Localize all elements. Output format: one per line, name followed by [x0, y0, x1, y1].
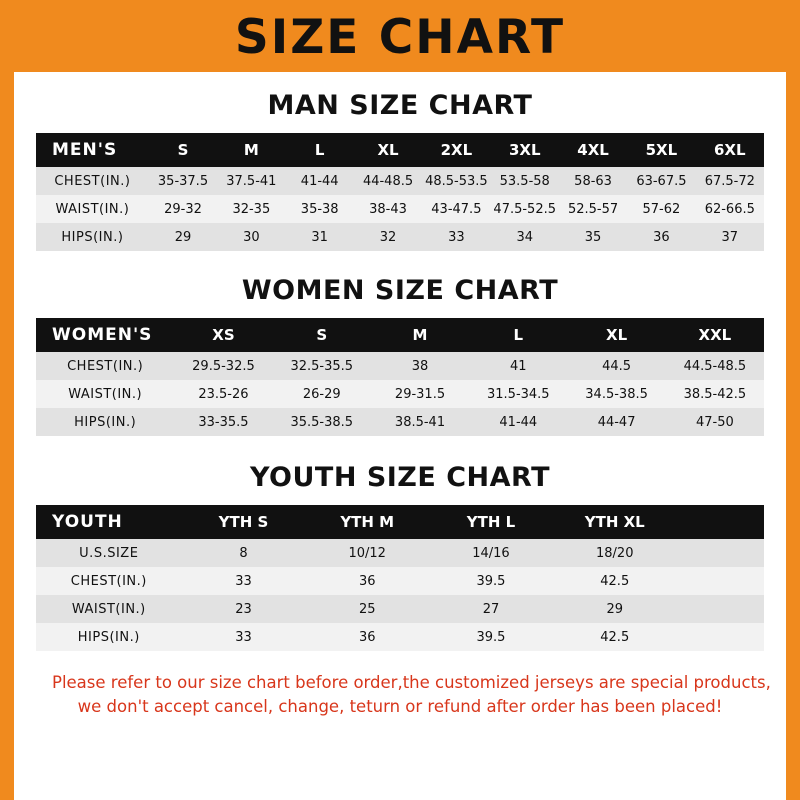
row-header: HIPS(IN.) [61, 229, 124, 245]
table-cell: 38-43 [369, 201, 407, 217]
table-cell: 57-62 [642, 201, 681, 217]
table-cell: 39.5 [476, 629, 506, 645]
column-header: XL [377, 141, 399, 159]
table-cell: 58-63 [574, 173, 612, 189]
column-header: YOUTH [52, 512, 123, 532]
table-cell: 52.5-57 [567, 201, 619, 217]
women-size-table [36, 318, 764, 436]
table-cell: 25 [358, 601, 376, 617]
column-header: S [316, 326, 328, 344]
man-section-title: MAN SIZE CHART [267, 90, 533, 121]
row-header: CHEST(IN.) [70, 573, 147, 589]
table-cell: 42.5 [600, 573, 630, 589]
column-header: 6XL [714, 141, 746, 159]
table-cell: 26-29 [302, 386, 341, 402]
footer-note-line-1: Please refer to our size chart before order,the customized jerseys are special products, [52, 673, 771, 692]
row-header: HIPS(IN.) [77, 629, 140, 645]
table-cell-empty [677, 595, 764, 623]
youth-section-title: YOUTH SIZE CHART [249, 462, 551, 493]
table-cell: 18/20 [596, 545, 634, 561]
table-cell: 47.5-52.5 [493, 201, 557, 217]
column-header: YTH M [340, 513, 395, 531]
table-cell: 44.5-48.5 [683, 358, 747, 374]
column-header: M [243, 141, 259, 159]
table-cell: 39.5 [476, 573, 506, 589]
column-header: YTH S [218, 513, 269, 531]
column-header: 2XL [440, 141, 473, 159]
table-cell: 30 [243, 229, 260, 245]
column-header: XXL [698, 326, 732, 344]
table-cell: 38.5-41 [394, 414, 446, 430]
table-row [36, 195, 764, 223]
row-header: HIPS(IN.) [74, 414, 137, 430]
table-row [36, 380, 764, 408]
table-cell: 27 [482, 601, 500, 617]
table-row [36, 623, 764, 651]
row-header: WAIST(IN.) [55, 201, 130, 217]
table-cell: 62-66.5 [704, 201, 755, 217]
table-cell: 23 [235, 601, 252, 617]
table-cell: 37.5-41 [226, 173, 277, 189]
table-cell: 47-50 [695, 414, 734, 430]
table-cell: 29 [606, 601, 624, 617]
table-cell: 29.5-32.5 [192, 358, 255, 374]
table-cell: 36 [358, 573, 376, 589]
table-cell: 10/12 [348, 545, 386, 561]
table-row [36, 408, 764, 436]
table-cell: 8 [239, 545, 248, 561]
table-cell: 48.5-53.5 [425, 173, 488, 189]
table-cell: 37 [721, 229, 739, 245]
column-header: 5XL [645, 141, 678, 159]
table-cell: 32-35 [232, 201, 271, 217]
table-cell: 32 [379, 229, 397, 245]
table-header-row [36, 318, 764, 352]
table-cell: 38 [411, 358, 429, 374]
row-header: CHEST(IN.) [54, 173, 131, 189]
table-cell: 34 [516, 229, 533, 245]
table-cell: 67.5-72 [704, 173, 755, 189]
table-cell: 36 [653, 229, 670, 245]
table-cell: 33 [235, 629, 252, 645]
table-cell: 35-37.5 [157, 173, 209, 189]
table-cell: 35-38 [300, 201, 339, 217]
banner [14, 0, 786, 72]
table-cell-empty [677, 623, 764, 651]
table-cell: 44.5 [602, 358, 632, 374]
table-cell: 41-44 [499, 414, 538, 430]
table-cell: 29-31.5 [394, 386, 446, 402]
table-cell: 53.5-58 [499, 173, 550, 189]
table-cell: 31 [311, 229, 328, 245]
column-header: WOMEN'S [52, 325, 153, 345]
column-header: M [412, 326, 428, 344]
table-cell: 31.5-34.5 [487, 386, 550, 402]
column-header: 4XL [577, 141, 609, 159]
women-section-title: WOMEN SIZE CHART [241, 275, 559, 306]
table-cell: 44-48.5 [362, 173, 414, 189]
footer-note [36, 671, 771, 719]
column-header: L [513, 326, 524, 344]
table-cell: 29-32 [164, 201, 202, 217]
table-cell: 33 [448, 229, 465, 245]
content [14, 90, 786, 719]
page-title: SIZE CHART [234, 9, 566, 65]
footer-note-line-2: we don't accept cancel, change, teturn or refund after order has been placed! [77, 696, 723, 716]
row-header: WAIST(IN.) [68, 386, 143, 402]
row-header: U.S.SIZE [79, 545, 139, 561]
table-header-row [36, 133, 764, 167]
column-header: L [314, 141, 325, 159]
column-header: YTH XL [584, 513, 645, 531]
row-header: CHEST(IN.) [67, 358, 144, 374]
table-cell: 38.5-42.5 [683, 386, 747, 402]
table-cell: 35 [584, 229, 602, 245]
table-row [36, 595, 764, 623]
column-header: YTH L [466, 513, 516, 531]
table-row [36, 539, 764, 567]
table-row [36, 223, 764, 251]
table-cell: 34.5-38.5 [585, 386, 648, 402]
table-cell: 44-47 [597, 414, 636, 430]
column-header: S [177, 141, 189, 159]
table-row [36, 567, 764, 595]
table-cell: 23.5-26 [198, 386, 249, 402]
column-header: 3XL [508, 141, 541, 159]
table-cell: 35.5-38.5 [290, 414, 354, 430]
table-cell: 41 [510, 358, 527, 374]
table-cell-empty [677, 539, 764, 567]
table-cell: 42.5 [600, 629, 630, 645]
table-cell: 41-44 [300, 173, 339, 189]
table-cell-empty [677, 567, 764, 595]
column-header: XL [606, 326, 628, 344]
column-header: XS [212, 326, 235, 344]
table-cell: 32.5-35.5 [290, 358, 354, 374]
table-cell: 36 [358, 629, 376, 645]
row-header: WAIST(IN.) [71, 601, 146, 617]
youth-size-table [36, 505, 764, 651]
table-cell: 63-67.5 [636, 173, 687, 189]
table-cell: 33 [235, 573, 252, 589]
table-cell: 14/16 [472, 545, 510, 561]
column-header: MEN'S [52, 140, 118, 160]
table-header-row [36, 505, 764, 539]
column-header-empty [677, 505, 764, 539]
table-cell: 43-47.5 [431, 201, 482, 217]
man-size-table [36, 133, 764, 251]
table-row [36, 167, 764, 195]
table-cell: 29 [174, 229, 192, 245]
table-cell: 33-35.5 [198, 414, 249, 430]
table-row [36, 352, 764, 380]
